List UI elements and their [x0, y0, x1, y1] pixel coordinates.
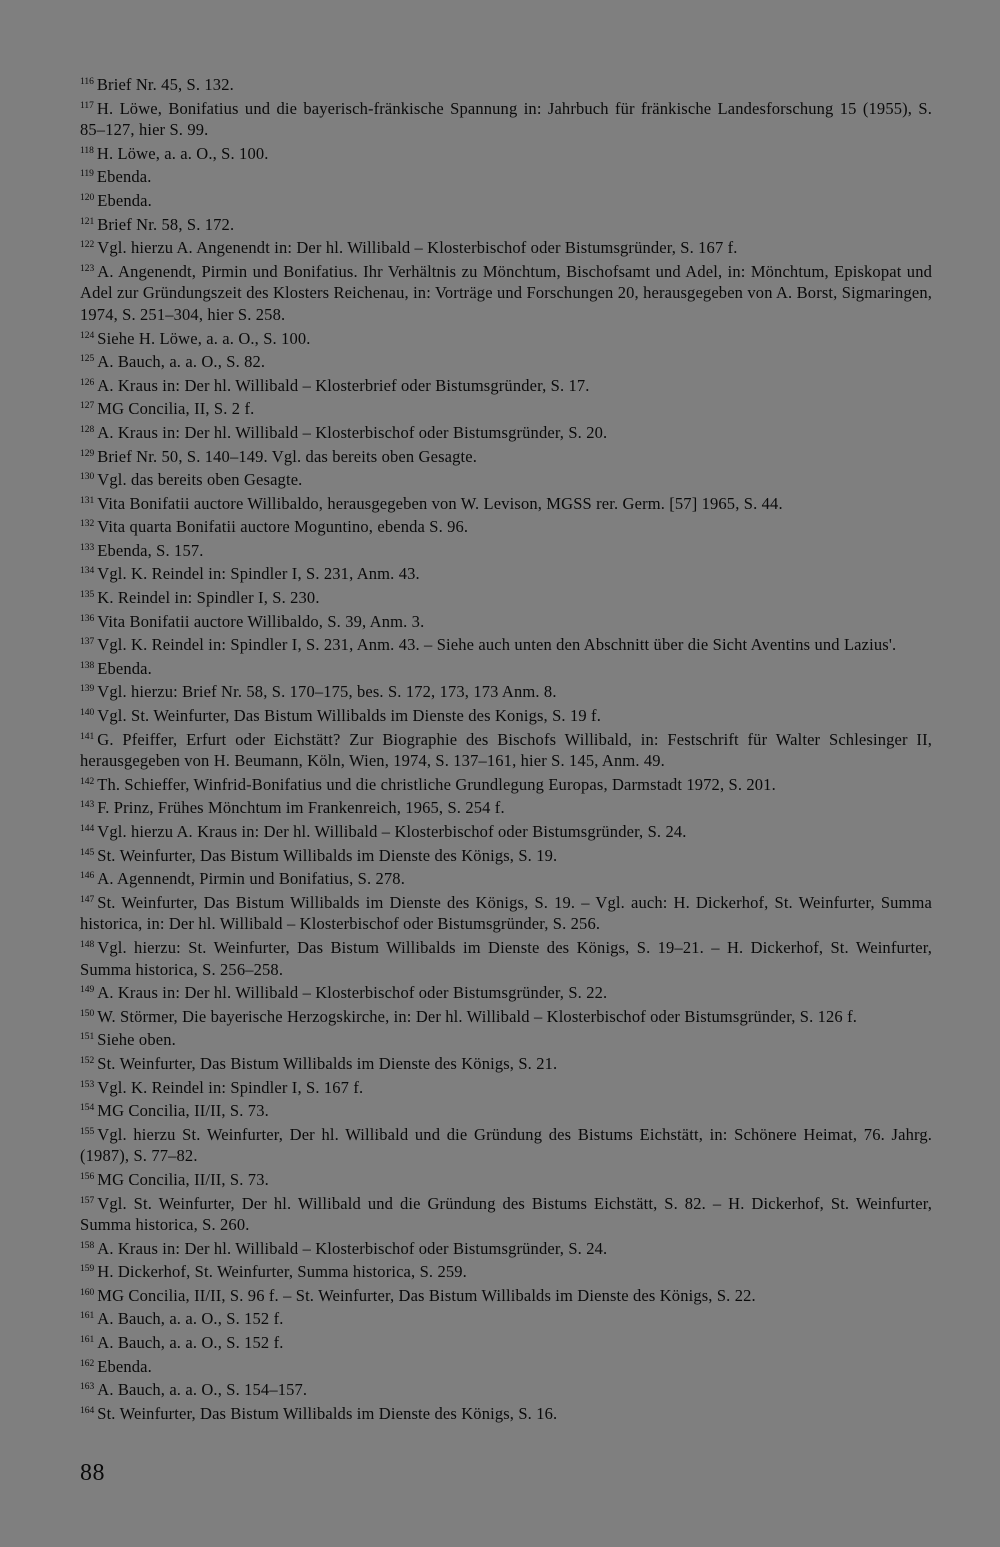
footnote: [80, 373, 932, 397]
footnote-text: Vgl. hierzu: Brief Nr. 58, S. 170–175, bes. S. 172, 173, 173 Anm. 8.: [97, 682, 557, 702]
footnote-text: W. Störmer, Die bayerische Herzogskirche, in: Der hl. Willibald – Klosterbischof oder Bistumsgründer, S. 126 f.: [97, 1006, 858, 1026]
footnote-number: 157: [80, 1195, 95, 1206]
footnote: [80, 1075, 932, 1099]
footnote-number: 116: [80, 77, 94, 87]
footnote-text: MG Concilia, II/II, S. 73.: [97, 1169, 269, 1189]
footnote-number: 138: [80, 660, 95, 671]
footnote: [80, 212, 932, 236]
footnote: [80, 164, 932, 188]
footnote: [80, 96, 932, 141]
footnote-number: 146: [80, 871, 95, 882]
footnote: [80, 538, 932, 562]
footnote: [80, 561, 932, 585]
footnote: [80, 467, 932, 491]
footnote: [80, 1004, 932, 1028]
footnote-text: Vgl. hierzu A. Kraus in: Der hl. Willibald – Klosterbischof oder Bistumsgründer, S. 24.: [97, 822, 687, 841]
footnote-number: 143: [80, 800, 95, 811]
footnote: [80, 188, 932, 212]
footnote: [80, 396, 932, 420]
footnote-number: 132: [80, 519, 95, 530]
footnote: [80, 1283, 932, 1307]
footnote-text: Brief Nr. 45, S. 132.: [96, 75, 234, 94]
footnote-text: A. Kraus in: Der hl. Willibald – Klosterbischof oder Bistumsgründer, S. 20.: [97, 422, 608, 442]
footnote-text: Vgl. hierzu A. Angenendt in: Der hl. Willibald – Klosterbischof oder Bistumsgründer, S. 167 f.: [97, 238, 738, 258]
footnote-number: 141: [80, 731, 95, 742]
footnote: [80, 514, 932, 538]
footnote-text: H. Löwe, a. a. O., S. 100.: [96, 143, 269, 163]
footnote-number: 121: [80, 216, 95, 227]
footnote: [80, 1122, 932, 1167]
footnote-number: 122: [80, 240, 95, 251]
footnote-text: Ebenda.: [97, 190, 152, 210]
footnote: [80, 866, 932, 890]
footnote-text: Ebenda.: [97, 1356, 152, 1376]
footnote-text: Vgl. K. Reindel in: Spindler I, S. 231, Anm. 43.: [97, 564, 420, 584]
footnote: [80, 727, 932, 772]
footnote: [80, 444, 932, 468]
footnote-number: 118: [80, 145, 94, 156]
footnote: [80, 843, 932, 867]
footnote: [80, 259, 932, 326]
footnote-text: Ebenda.: [97, 658, 152, 678]
footnote: [80, 349, 932, 373]
footnote-text: Vita quarta Bonifatii auctore Moguntino, ebenda S. 96.: [97, 517, 469, 537]
footnote: [80, 632, 932, 656]
footnote-text: Siehe oben.: [97, 1030, 176, 1050]
footnote: [80, 141, 932, 165]
footnote-text: Siehe H. Löwe, a. a. O., S. 100.: [97, 328, 311, 348]
footnote-number: 124: [80, 330, 95, 341]
footnote: [80, 980, 932, 1004]
footnote-number: 153: [80, 1079, 95, 1090]
footnote-text: Vgl. K. Reindel in: Spindler I, S. 167 f.: [97, 1077, 364, 1097]
footnote: [80, 795, 932, 819]
footnote-number: 128: [80, 424, 95, 435]
footnote: [80, 326, 932, 350]
footnote-text: F. Prinz, Frühes Mönchtum im Frankenreich, 1965, S. 254 f.: [97, 798, 505, 818]
footnote-text: H. Löwe, Bonifatius und die bayerisch-fränkische Spannung in: Jahrbuch für fränkische Landesforschung 15 (1955), S. 85–127, hier S. 99.: [80, 98, 932, 140]
footnote-list: [80, 72, 932, 1424]
page-number: 88: [80, 1460, 105, 1486]
footnote-number: 161: [80, 1335, 95, 1346]
footnote-number: 135: [80, 590, 95, 601]
footnote-text: A. Angenendt, Pirmin und Bonifatius. Ihr Verhältnis zu Mönchtum, Bischofsamt und Adel, in: Mönchtum, Episkopat und Adel zur Gründungszeit des Klosters Reichenau, in: Vorträge und Forschungen 20, herausgegeben von A. Borst, Sigmaringen, 1974, S. 251–304, hier S. 258.: [80, 261, 932, 324]
footnote-number: 136: [80, 613, 95, 624]
footnote-number: 145: [80, 847, 95, 858]
footnote: [80, 703, 932, 727]
footnote: [80, 1236, 932, 1260]
footnote-text: Vgl. hierzu: St. Weinfurter, Das Bistum Willibalds im Dienste des Königs, S. 19–21. – H. Dickerhof, St. Weinfurter, Summa historica, S. 256–258.: [80, 937, 932, 979]
footnote-number: 133: [80, 542, 95, 553]
footnote-number: 149: [80, 985, 95, 996]
footnote: [80, 1330, 932, 1354]
footnote-text: H. Dickerhof, St. Weinfurter, Summa historica, S. 259.: [97, 1262, 467, 1282]
footnote: [80, 1259, 932, 1283]
footnote-text: MG Concilia, II/II, S. 73.: [97, 1101, 269, 1121]
footnote-number: 126: [80, 377, 95, 388]
footnote: [80, 491, 932, 515]
footnote: [80, 1191, 932, 1236]
footnote-number: 164: [80, 1405, 95, 1416]
footnote-text: A. Agennendt, Pirmin und Bonifatius, S. 278.: [97, 869, 405, 889]
footnote-text: Vgl. K. Reindel in: Spindler I, S. 231, Anm. 43. – Siehe auch unten den Abschnitt über die Sicht Aventins und Lazius'.: [97, 635, 897, 655]
footnote-text: St. Weinfurter, Das Bistum Willibalds im Dienste des Königs, S. 19.: [97, 845, 558, 865]
footnote-number: 163: [80, 1382, 95, 1393]
footnote-text: G. Pfeiffer, Erfurt oder Eichstätt? Zur Biographie des Bischofs Willibald, in: Festschrift für Walter Schlesinger II, herausgegeben von H. Beumann, Köln, Wien, 1974, S. 137–161, hier S. 145, Anm. 49.: [80, 729, 932, 771]
footnote-text: K. Reindel in: Spindler I, S. 230.: [97, 588, 320, 608]
footnote-text: Ebenda, S. 157.: [97, 540, 204, 560]
footnote-text: St. Weinfurter, Das Bistum Willibalds im Dienste des Königs, S. 16.: [97, 1403, 558, 1423]
footnote-text: Vgl. hierzu St. Weinfurter, Der hl. Willibald und die Gründung des Bistums Eichstätt, in: Schönere Heimat, 76. Jahrg. (1987), S. 77–82.: [80, 1124, 932, 1166]
footnote-number: 160: [80, 1287, 95, 1298]
footnote: [80, 1051, 932, 1075]
footnote-number: 130: [80, 472, 95, 483]
footnote-number: 140: [80, 708, 95, 719]
footnote: [80, 1377, 932, 1401]
footnote: [80, 1098, 932, 1122]
footnote-text: A. Bauch, a. a. O., S. 152 f.: [97, 1333, 284, 1353]
footnote-number: 150: [80, 1008, 95, 1019]
footnote-number: 142: [80, 776, 95, 787]
footnote-text: A. Bauch, a. a. O., S. 82.: [97, 352, 266, 372]
footnote-number: 129: [80, 448, 95, 459]
footnote-number: 120: [80, 192, 95, 203]
footnote-number: 158: [80, 1240, 95, 1251]
footnote-text: A. Kraus in: Der hl. Willibald – Klosterbrief oder Bistumsgründer, S. 17.: [97, 375, 590, 395]
footnote-number: 161: [80, 1311, 95, 1322]
footnote-number: 156: [80, 1171, 95, 1182]
footnotes-section: [80, 72, 932, 1424]
footnote-number: 152: [80, 1055, 95, 1066]
footnote-text: A. Bauch, a. a. O., S. 154–157.: [97, 1380, 308, 1400]
footnote: [80, 235, 932, 259]
footnote-number: 159: [80, 1264, 95, 1275]
footnote: [80, 1167, 932, 1191]
footnote-number: 139: [80, 684, 95, 695]
footnote: [80, 420, 932, 444]
footnote: [80, 772, 932, 796]
footnote: [80, 819, 932, 843]
footnote-number: 119: [80, 169, 94, 180]
footnote-number: 131: [80, 495, 95, 506]
footnote: [80, 935, 932, 980]
footnote-text: A. Bauch, a. a. O., S. 152 f.: [97, 1309, 284, 1329]
footnote-number: 117: [80, 100, 94, 111]
footnote-text: St. Weinfurter, Das Bistum Willibalds im Dienste des Königs, S. 19. – Vgl. auch: H. Dickerhof, St. Weinfurter, Summa historica, in: Der hl. Willibald – Klosterbischof oder Bistumsgründer, S. 256.: [80, 892, 932, 934]
footnote: [80, 656, 932, 680]
footnote-text: Vgl. St. Weinfurter, Der hl. Willibald und die Gründung des Bistums Eichstätt, S. 82. – H. Dickerhof, St. Weinfurter, Summa historica, S. 260.: [80, 1193, 932, 1235]
footnote-number: 127: [80, 401, 95, 412]
footnote: [80, 585, 932, 609]
footnote-number: 148: [80, 939, 95, 950]
footnote-text: MG Concilia, II, S. 2 f.: [97, 399, 255, 419]
footnote-text: MG Concilia, II/II, S. 96 f. – St. Weinfurter, Das Bistum Willibalds im Dienste des Königs, S. 22.: [97, 1285, 756, 1305]
footnote: [80, 72, 932, 96]
footnote: [80, 1306, 932, 1330]
footnote-number: 123: [80, 263, 95, 274]
footnote-number: 134: [80, 566, 95, 577]
footnote-number: 154: [80, 1103, 95, 1114]
footnote-number: 144: [80, 824, 95, 834]
footnote-number: 162: [80, 1358, 95, 1369]
footnote: [80, 890, 932, 935]
footnote-text: Th. Schieffer, Winfrid-Bonifatius und die christliche Grundlegung Europas, Darmstadt 1972, S. 201.: [97, 774, 776, 794]
footnote-text: A. Kraus in: Der hl. Willibald – Klosterbischof oder Bistumsgründer, S. 22.: [97, 983, 608, 1003]
footnote-text: Brief Nr. 58, S. 172.: [97, 214, 235, 234]
footnote-number: 155: [80, 1126, 95, 1137]
footnote-text: Ebenda.: [96, 167, 152, 187]
footnote-text: Vita Bonifatii auctore Willibaldo, herausgegeben von W. Levison, MGSS rer. Germ. [57] 1965, S. 44.: [97, 493, 783, 513]
footnote-number: 125: [80, 354, 95, 365]
footnote-text: St. Weinfurter, Das Bistum Willibalds im Dienste des Königs, S. 21.: [97, 1053, 558, 1073]
footnote-text: Vita Bonifatii auctore Willibaldo, S. 39, Anm. 3.: [97, 611, 425, 631]
footnote-number: 151: [80, 1032, 95, 1043]
footnote-text: Brief Nr. 50, S. 140–149. Vgl. das bereits oben Gesagte.: [97, 446, 477, 466]
footnote-text: Vgl. das bereits oben Gesagte.: [97, 470, 303, 490]
footnote: [80, 679, 932, 703]
footnote: [80, 1354, 932, 1378]
footnote-text: Vgl. St. Weinfurter, Das Bistum Willibalds im Dienste des Konigs, S. 19 f.: [97, 706, 601, 726]
footnote: [80, 609, 932, 633]
footnote-number: 137: [80, 637, 95, 648]
footnote-text: A. Kraus in: Der hl. Willibald – Klosterbischof oder Bistumsgründer, S. 24.: [97, 1238, 608, 1258]
footnote: [80, 1401, 932, 1425]
footnote: [80, 1027, 932, 1051]
footnote-number: 147: [80, 894, 95, 905]
